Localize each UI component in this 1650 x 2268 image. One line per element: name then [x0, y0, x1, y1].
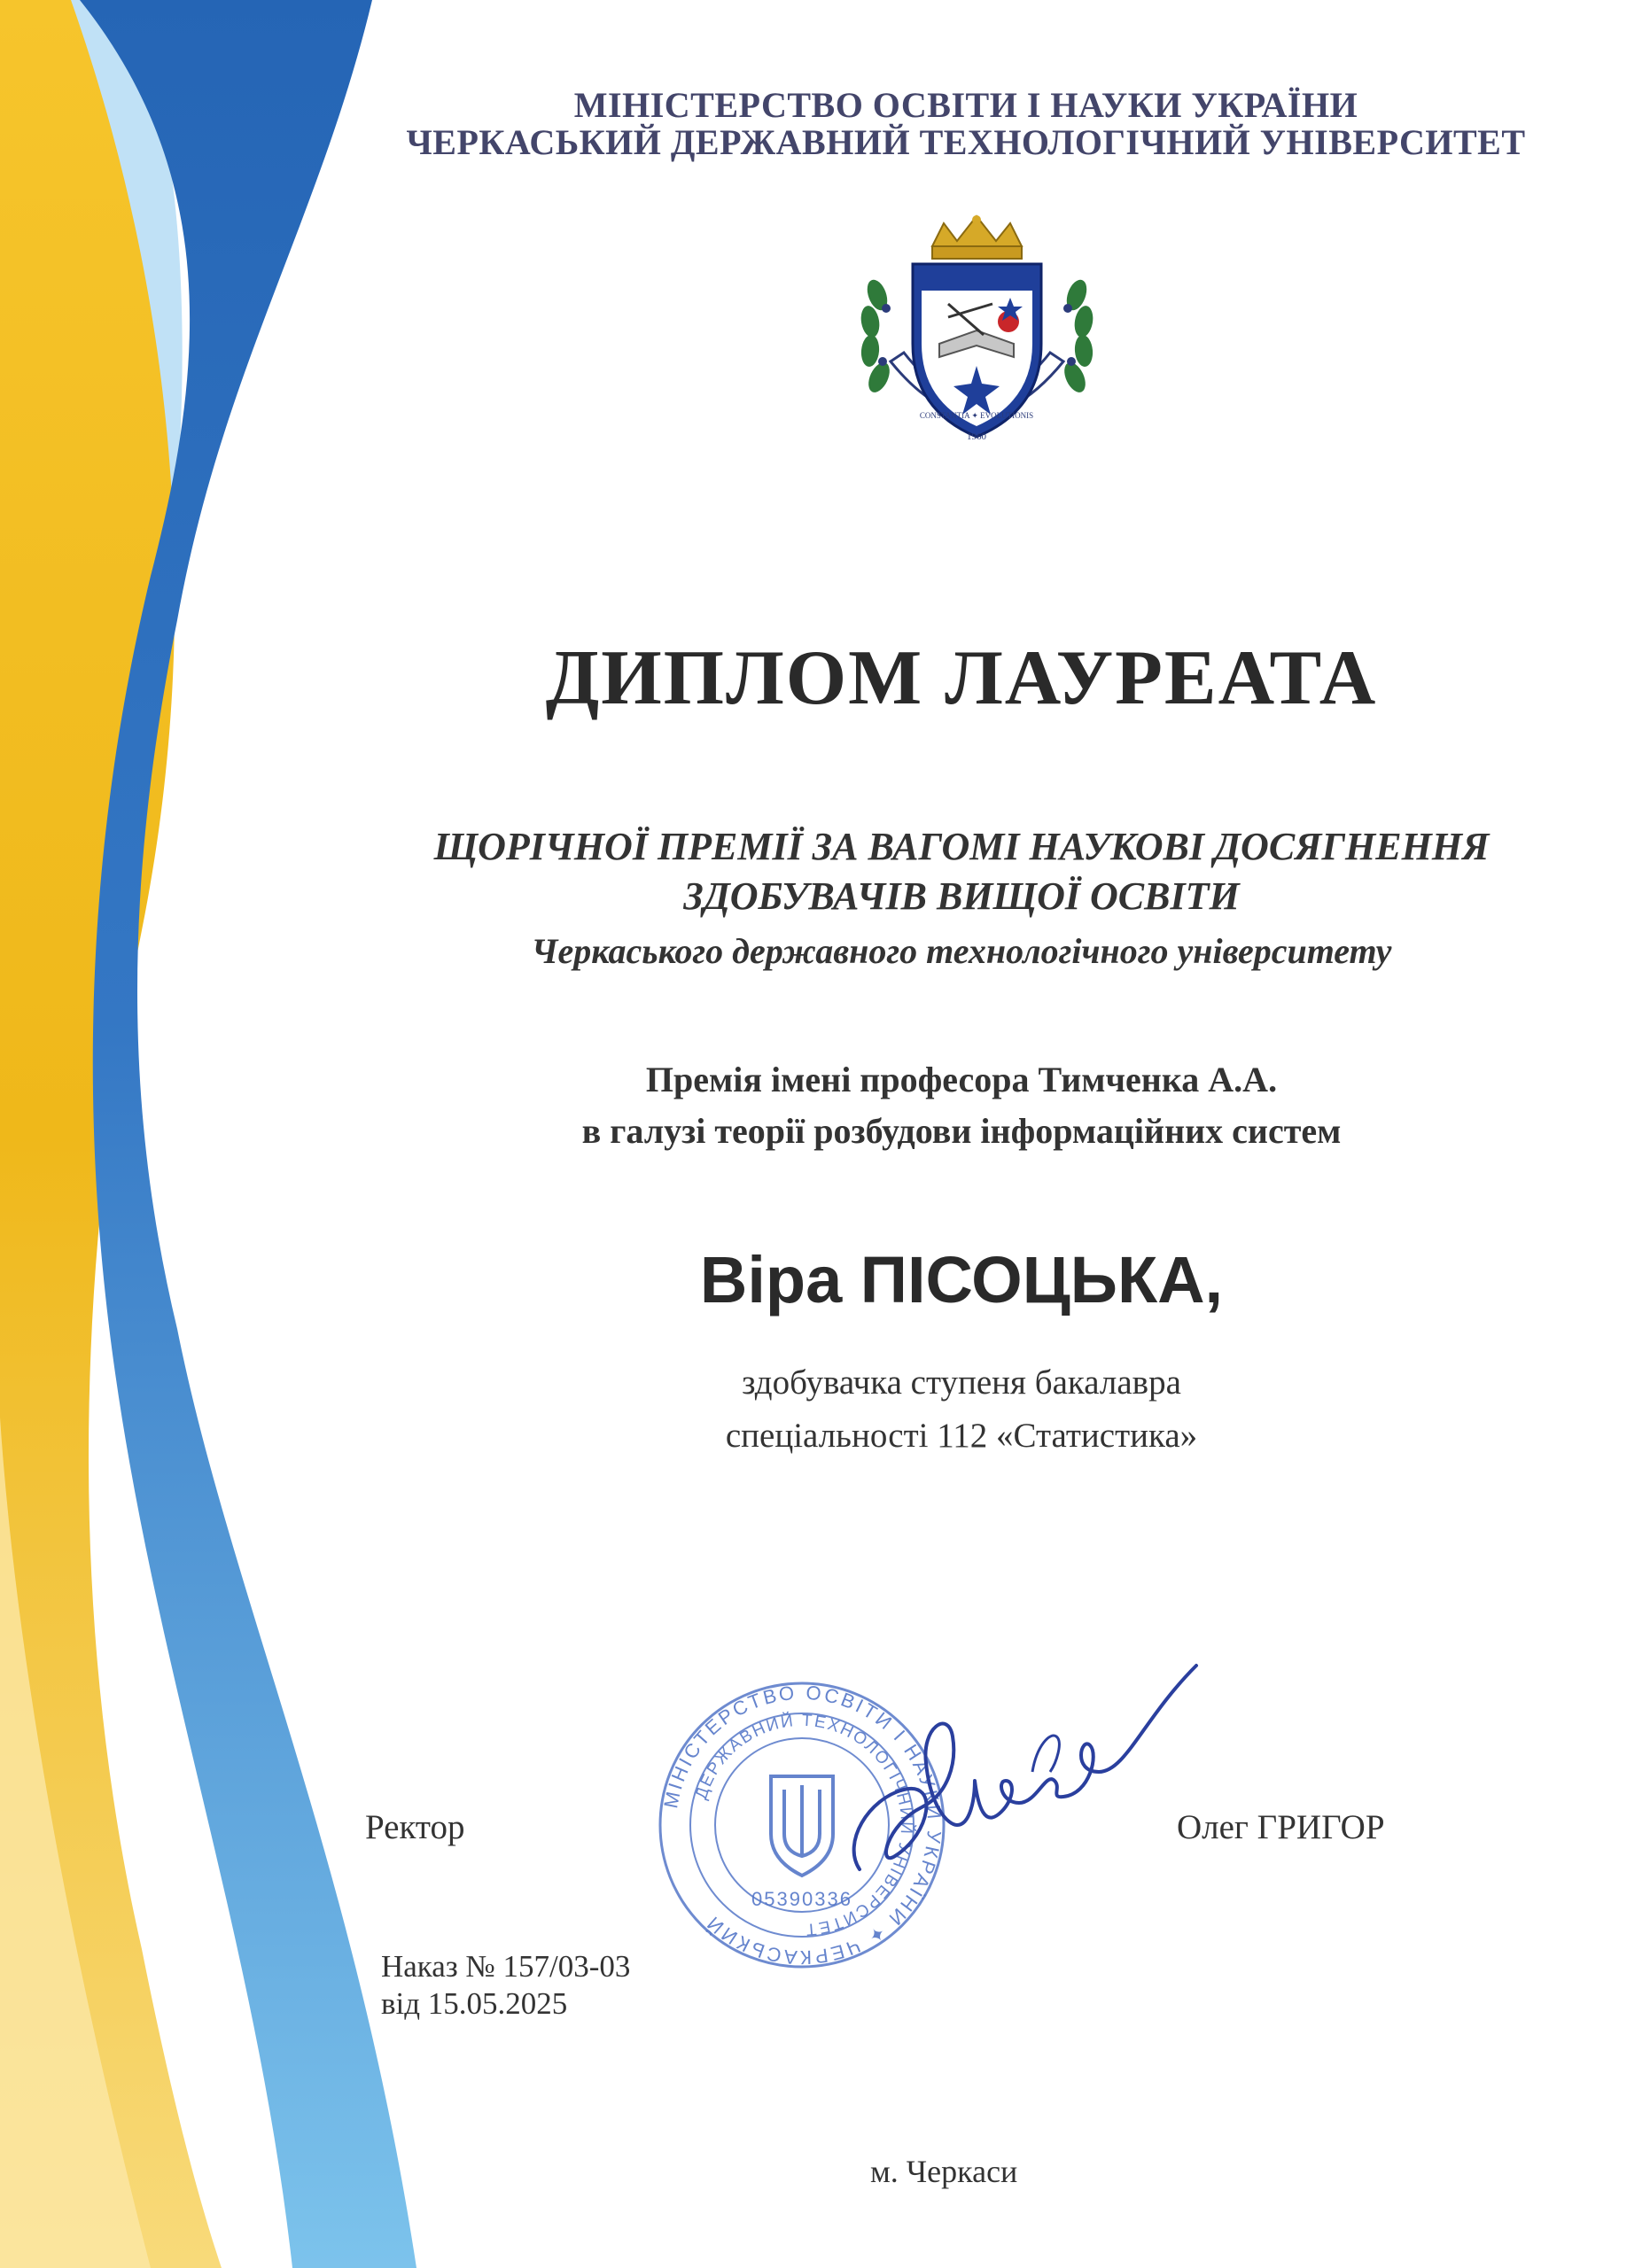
stamp-outer-text: МІНІСТЕРСТВО ОСВІТИ І НАУКИ УКРАЇНИ ✦ ЧЕРКАСЬКИЙ — [659, 1681, 946, 1969]
stamp-inner-text: ДЕРЖАВНИЙ ТЕХНОЛОГІЧНИЙ УНІВЕРСИТЕТ — [692, 1711, 916, 1939]
prize-line-1: Премія імені професора Тимченка А.А. — [645, 1060, 1278, 1099]
university-heading: ЧЕРКАСЬКИЙ ДЕРЖАВНИЙ ТЕХНОЛОГІЧНИЙ УНІВЕРСИТЕТ — [406, 122, 1526, 162]
order-date: від 15.05.2025 — [381, 1986, 568, 2021]
ministry-heading: МІНІСТЕРСТВО ОСВІТИ І НАУКИ УКРАЇНИ — [573, 85, 1358, 125]
subtitle-line-2: ЗДОБУВАЧІВ ВИЩОЇ ОСВІТИ — [683, 874, 1240, 918]
city-label: м. Черкаси — [870, 2154, 1018, 2189]
rector-name: Олег ГРИГОР — [1177, 1808, 1385, 1846]
prize-line-2: в галузі теорії розбудови інформаційних систем — [581, 1111, 1342, 1151]
rector-signature — [824, 1648, 1205, 1940]
order-number: Наказ № 157/03-03 — [381, 1949, 631, 1984]
subtitle-line-1: ЩОРІЧНОЇ ПРЕМІЇ ЗА ВАГОМІ НАУКОВІ ДОСЯГНЕННЯ — [433, 825, 1490, 868]
subtitle-line-3: Черкаського державного технологічного університету — [531, 931, 1392, 971]
rector-label: Ректор — [365, 1808, 465, 1846]
recipient-specialty: спеціальності 112 «Статистика» — [725, 1417, 1198, 1455]
university-coat-of-arms-icon — [851, 211, 1103, 450]
emblem-motto: CONSTANTIA ✦ EVOLUTIONIS — [919, 411, 1034, 420]
recipient-name: Віра ПІСОЦЬКА, — [699, 1243, 1224, 1317]
stamp-code: 05390336 — [751, 1888, 852, 1910]
diploma-title: ДИПЛОМ ЛАУРЕАТА — [545, 635, 1378, 721]
emblem-year: 1960 — [967, 431, 986, 442]
recipient-degree: здобувачка ступеня бакалавра — [742, 1363, 1181, 1402]
